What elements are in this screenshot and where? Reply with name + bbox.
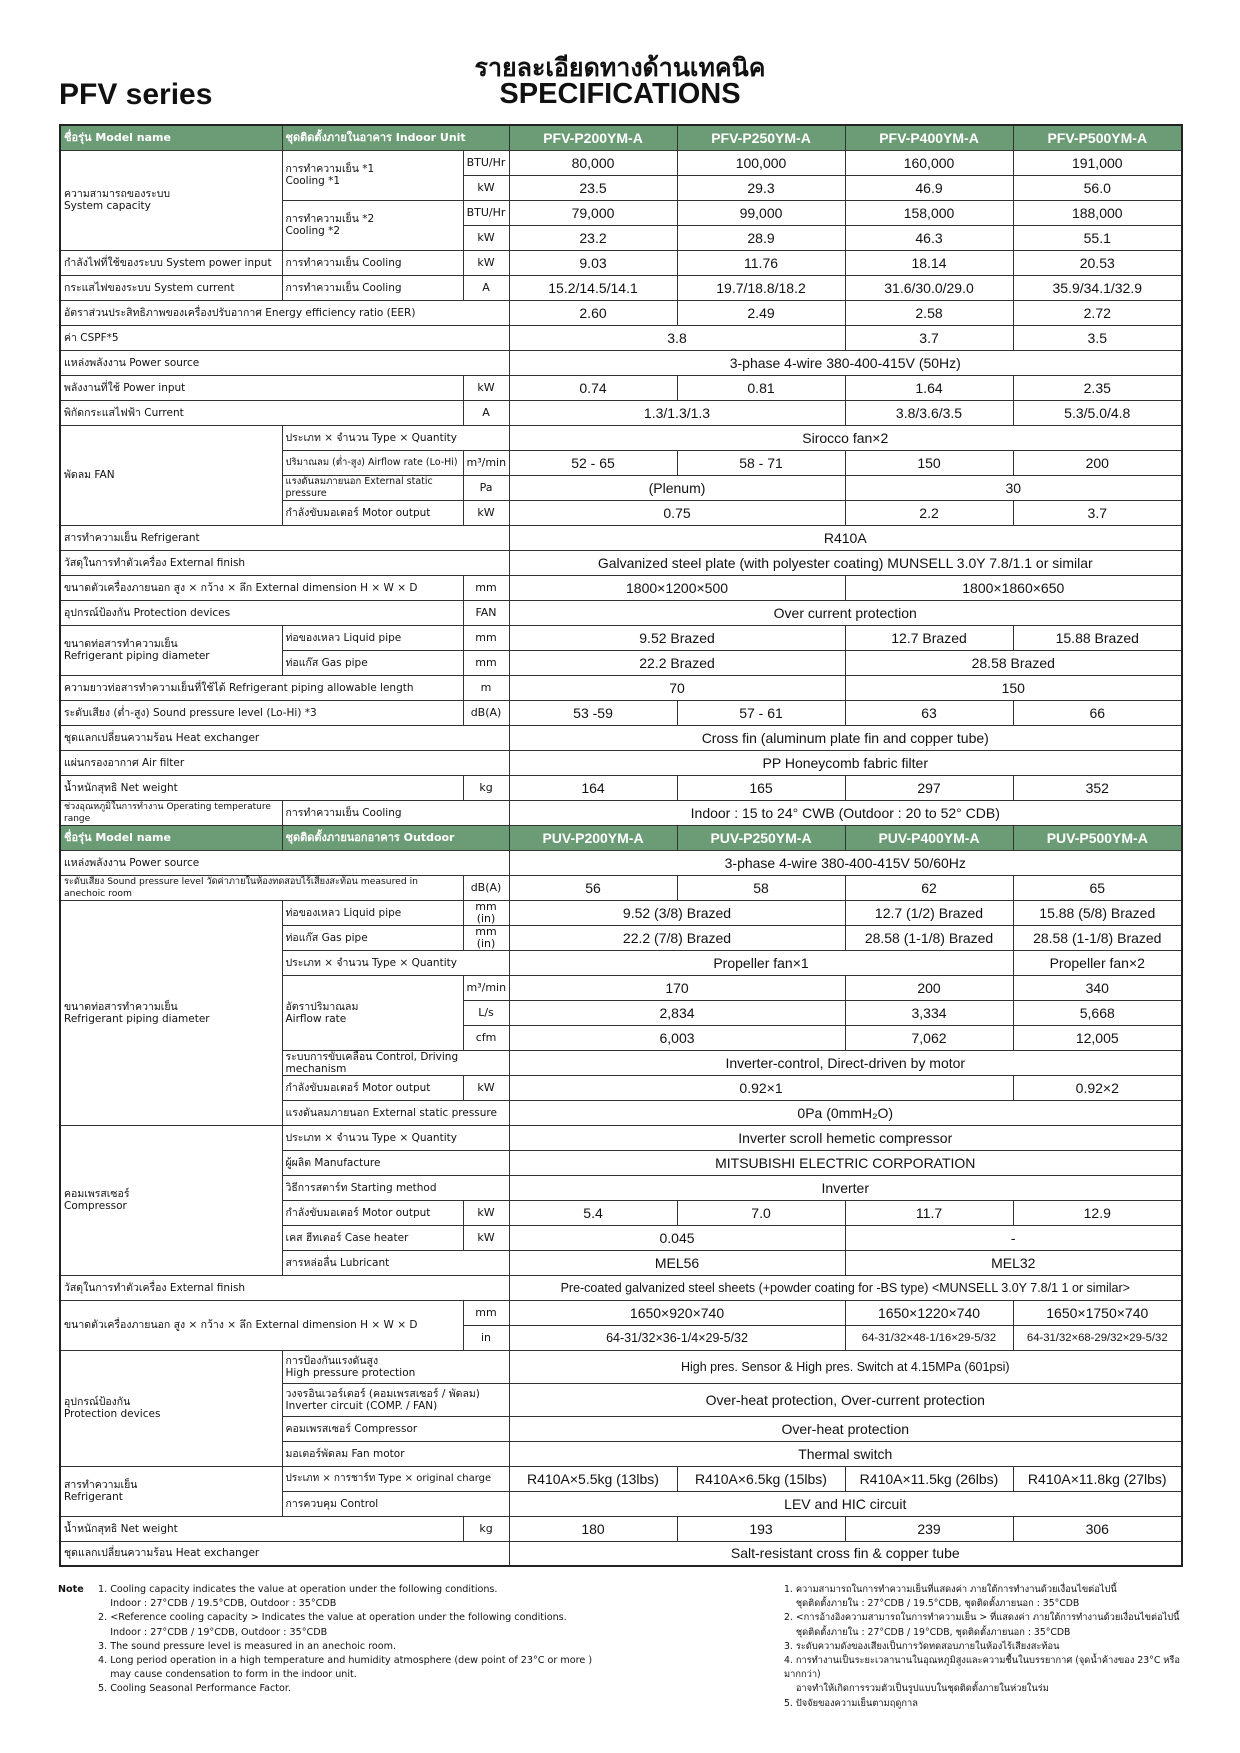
value-cell: 3.7 — [1013, 500, 1182, 525]
value-cell: 46.9 — [845, 175, 1013, 200]
table-row — [60, 400, 1182, 425]
value-cell: 70 — [509, 675, 845, 700]
value-cell: 19.7/18.8/18.2 — [677, 275, 845, 300]
unit-label: A — [463, 275, 509, 300]
lubricant-label: สารหล่อลื่น Lubricant — [282, 1250, 509, 1275]
table-row — [60, 250, 1182, 275]
value-cell: 57 - 61 — [677, 700, 845, 725]
outdoor-model-4: PUV-P500YM-A — [1013, 825, 1182, 850]
outdoor-model-2: PUV-P250YM-A — [677, 825, 845, 850]
liquid-pipe-label: ท่อของเหลว Liquid pipe — [282, 900, 463, 925]
value-cell: 160,000 — [845, 150, 1013, 175]
unit-label: dB(A) — [463, 700, 509, 725]
unit-label: mm — [463, 625, 509, 650]
airflow-label: อัตราปริมาณลม Airflow rate — [282, 975, 463, 1050]
value-cell: MEL56 — [509, 1250, 845, 1275]
value-cell: 3-phase 4-wire 380-400-415V (50Hz) — [509, 350, 1182, 375]
unit-label: Pa — [463, 475, 509, 500]
note-line: 2. <Reference cooling capacity > Indicates the value at operation under the following conditions. — [98, 1612, 567, 1624]
table-row — [60, 900, 1182, 925]
motor-output-label: กำลังขับมอเตอร์ Motor output — [282, 1075, 463, 1100]
table-row — [60, 275, 1182, 300]
value-cell: 12.7 (1/2) Brazed — [845, 900, 1013, 925]
fan-type-label: ประเภท × จำนวน Type × Quantity — [282, 950, 509, 975]
value-cell: 200 — [1013, 450, 1182, 475]
value-cell: Pre-coated galvanized steel sheets (+powder coating for -BS type) <MUNSELL 3.0Y 7.8/1 1 or similar> — [509, 1275, 1182, 1300]
model-name-label: ชื่อรุ่น Model name — [60, 825, 282, 850]
cooling-2-label: การทำความเย็น *2 Cooling *2 — [282, 200, 463, 250]
value-cell: 6,003 — [509, 1025, 845, 1050]
indoor-unit-label: ชุดติดตั้งภายในอาคาร Indoor Unit — [282, 125, 509, 150]
value-cell: 64-31/32×68-29/32×29-5/32 — [1013, 1325, 1182, 1350]
cooling-label: การทำความเย็น Cooling — [282, 800, 509, 825]
value-cell: 306 — [1013, 1516, 1182, 1541]
table-row — [60, 1125, 1182, 1150]
value-cell: Thermal switch — [509, 1441, 1182, 1466]
value-cell: 3.8 — [509, 325, 845, 350]
indoor-model-1: PFV-P200YM-A — [509, 125, 677, 150]
value-cell: 15.2/14.5/14.1 — [509, 275, 677, 300]
value-cell: 352 — [1013, 775, 1182, 800]
value-cell: 0.74 — [509, 375, 677, 400]
model-name-label: ชื่อรุ่น Model name — [60, 125, 282, 150]
unit-label: m³/min — [463, 450, 509, 475]
refrigerant-label: สารทำความเย็น Refrigerant — [60, 525, 509, 550]
value-cell: 58 - 71 — [677, 450, 845, 475]
value-cell: MITSUBISHI ELECTRIC CORPORATION — [509, 1150, 1182, 1175]
table-row — [60, 875, 1182, 900]
value-cell: (Plenum) — [509, 475, 845, 500]
note-line: 2. <การอ้างอิงความสามารถในการทำความเย็น > ที่แสดงค่า ภายใต้การทำงานด้วยเงื่อนไขต่อไปนี้ — [784, 1612, 1180, 1624]
value-cell: 1.3/1.3/1.3 — [509, 400, 845, 425]
cooling-label: การทำความเย็น Cooling — [282, 250, 463, 275]
value-cell: 9.52 (3/8) Brazed — [509, 900, 845, 925]
value-cell: 3,334 — [845, 1000, 1013, 1025]
unit-label: m³/min — [463, 975, 509, 1000]
table-row — [60, 725, 1182, 750]
value-cell: 158,000 — [845, 200, 1013, 225]
value-cell: 2.2 — [845, 500, 1013, 525]
value-cell: 23.2 — [509, 225, 677, 250]
manufacture-label: ผู้ผลิต Manufacture — [282, 1150, 509, 1175]
value-cell: 53 -59 — [509, 700, 677, 725]
value-cell: 165 — [677, 775, 845, 800]
value-cell: 1.64 — [845, 375, 1013, 400]
fan-label: พัดลม FAN — [60, 425, 282, 525]
value-cell: 150 — [845, 450, 1013, 475]
value-cell: 188,000 — [1013, 200, 1182, 225]
cooling-label: การทำความเย็น Cooling — [282, 275, 463, 300]
motor-output-label: กำลังขับมอเตอร์ Motor output — [282, 500, 463, 525]
esp-label: แรงดันลมภายนอก External static pressure — [282, 475, 463, 500]
value-cell: Salt-resistant cross fin & copper tube — [509, 1541, 1182, 1566]
sound-level-label: ระดับเสียง Sound pressure level วัดค่าภายในห้องทดสอบไร้เสียงสะท้อน measured in anechoic room — [60, 875, 463, 900]
table-row — [60, 800, 1182, 825]
value-cell: 0Pa (0mmH₂O) — [509, 1100, 1182, 1125]
sound-level-label: ระดับเสียง (ต่ำ-สูง) Sound pressure level (Lo-Hi) *3 — [60, 700, 463, 725]
value-cell: Indoor : 15 to 24° CWB (Outdoor : 20 to 52° CDB) — [509, 800, 1182, 825]
value-cell: R410A — [509, 525, 1182, 550]
unit-label: kW — [463, 175, 509, 200]
net-weight-label: น้ำหนักสุทธิ Net weight — [60, 775, 463, 800]
eer-label: อัตราส่วนประสิทธิภาพของเครื่องปรับอากาศ Energy efficiency ratio (EER) — [60, 300, 509, 325]
value-cell: 170 — [509, 975, 845, 1000]
table-row — [60, 750, 1182, 775]
table-row — [60, 1516, 1182, 1541]
value-cell: 200 — [845, 975, 1013, 1000]
inverter-circuit-label: วงจรอินเวอร์เตอร์ (คอมเพรสเซอร์ / พัดลม) Inverter circuit (COMP. / FAN) — [282, 1383, 509, 1416]
value-cell: 2.49 — [677, 300, 845, 325]
value-cell: LEV and HIC circuit — [509, 1491, 1182, 1516]
value-cell: 22.2 (7/8) Brazed — [509, 925, 845, 950]
value-cell: PP Honeycomb fabric filter — [509, 750, 1182, 775]
table-row — [60, 1300, 1182, 1325]
value-cell: 100,000 — [677, 150, 845, 175]
value-cell: MEL32 — [845, 1250, 1182, 1275]
value-cell: 164 — [509, 775, 677, 800]
value-cell: 52 - 65 — [509, 450, 677, 475]
external-finish-label: วัสดุในการทำตัวเครื่อง External finish — [60, 1275, 509, 1300]
value-cell: 340 — [1013, 975, 1182, 1000]
value-cell: 66 — [1013, 700, 1182, 725]
note-line: 3. ระดับความดังของเสียงเป็นการวัดทดสอบภายในห้องไร้เสียงสะท้อน — [784, 1640, 1060, 1652]
fan-motor-label: มอเตอร์พัดลม Fan motor — [282, 1441, 509, 1466]
value-cell: 9.03 — [509, 250, 677, 275]
table-row — [60, 325, 1182, 350]
net-weight-label: น้ำหนักสุทธิ Net weight — [60, 1516, 463, 1541]
value-cell: 7.0 — [677, 1200, 845, 1225]
note-line: 4. Long period operation in a high temperature and humidity atmosphere (dew point of 23°C or more ) — [98, 1655, 593, 1667]
value-cell: Over current protection — [509, 600, 1182, 625]
unit-label: mm — [463, 575, 509, 600]
high-pressure-label: การป้องกันแรงดันสูง High pressure protection — [282, 1350, 509, 1383]
value-cell: 11.76 — [677, 250, 845, 275]
value-cell: 28.58 (1-1/8) Brazed — [1013, 925, 1182, 950]
unit-label: mm — [463, 650, 509, 675]
value-cell: R410A×5.5kg (13lbs) — [509, 1466, 677, 1491]
airflow-label: ปริมาณลม (ต่ำ-สูง) Airflow rate (Lo-Hi) — [282, 450, 463, 475]
unit-label: in — [463, 1325, 509, 1350]
cspf-label: ค่า CSPF*5 — [60, 325, 509, 350]
dimension-label: ขนาดตัวเครื่องภายนอก สูง × กว้าง × ลึก External dimension H × W × D — [60, 575, 463, 600]
specifications-table — [59, 124, 1183, 1567]
value-cell: High pres. Sensor & High pres. Switch at 4.15MPa (601psi) — [509, 1350, 1182, 1383]
value-cell: 18.14 — [845, 250, 1013, 275]
value-cell: 3.8/3.6/3.5 — [845, 400, 1013, 425]
unit-label: BTU/Hr — [463, 150, 509, 175]
value-cell: Inverter-control, Direct-driven by motor — [509, 1050, 1182, 1075]
series-title: PFV series — [59, 78, 213, 111]
gas-pipe-label: ท่อแก๊ส Gas pipe — [282, 650, 463, 675]
value-cell: 3.7 — [845, 325, 1013, 350]
unit-label: kW — [463, 1200, 509, 1225]
value-cell: 79,000 — [509, 200, 677, 225]
page-title-thai: รายละเอียดทางด้านเทคนิค — [474, 53, 766, 82]
value-cell: 1650×1220×740 — [845, 1300, 1013, 1325]
value-cell: 20.53 — [1013, 250, 1182, 275]
unit-label: kg — [463, 775, 509, 800]
unit-label: mm — [463, 1300, 509, 1325]
unit-label: kW — [463, 375, 509, 400]
outdoor-header-row — [60, 825, 1182, 850]
unit-label: cfm — [463, 1025, 509, 1050]
operating-temp-label: ช่วงอุณหภูมิในการทำงาน Operating temperature range — [60, 800, 282, 825]
value-cell: 63 — [845, 700, 1013, 725]
motor-output-label: กำลังขับมอเตอร์ Motor output — [282, 1200, 463, 1225]
case-heater-label: เคส ฮีทเตอร์ Case heater — [282, 1225, 463, 1250]
power-input-label: พลังงานที่ใช้ Power input — [60, 375, 463, 400]
value-cell: 46.3 — [845, 225, 1013, 250]
system-capacity-label: ความสามารถของระบบ System capacity — [60, 150, 282, 250]
value-cell: 5.4 — [509, 1200, 677, 1225]
note-line: Indoor : 27°CDB / 19°CDB, Outdoor : 35°CDB — [98, 1626, 328, 1638]
protection-label: อุปกรณ์ป้องกัน Protection devices — [60, 600, 463, 625]
note-line: 1. ความสามารถในการทำความเย็นที่แสดงค่า ภายใต้การทำงานด้วยเงื่อนไขต่อไปนี้ — [784, 1584, 1117, 1595]
value-cell: R410A×11.8kg (27lbs) — [1013, 1466, 1182, 1491]
value-cell: Propeller fan×1 — [509, 950, 1013, 975]
unit-label: kW — [463, 1075, 509, 1100]
value-cell: 56 — [509, 875, 677, 900]
value-cell: Cross fin (aluminum plate fin and copper tube) — [509, 725, 1182, 750]
heat-exchanger-label: ชุดแลกเปลี่ยนความร้อน Heat exchanger — [60, 725, 509, 750]
value-cell: 193 — [677, 1516, 845, 1541]
compressor-type-label: ประเภท × จำนวน Type × Quantity — [282, 1125, 509, 1150]
value-cell: 1800×1860×650 — [845, 575, 1182, 600]
value-cell: 1650×920×740 — [509, 1300, 845, 1325]
value-cell: 62 — [845, 875, 1013, 900]
note-line: may cause condensation to form in the indoor unit. — [98, 1669, 357, 1681]
value-cell: 28.58 Brazed — [845, 650, 1182, 675]
note-line: ชุดติดตั้งภายใน : 27°CDB / 19°CDB, ชุดติดตั้งภายนอก : 35°CDB — [784, 1626, 1071, 1638]
value-cell: 3.5 — [1013, 325, 1182, 350]
power-source-label: แหล่งพลังงาน Power source — [60, 850, 509, 875]
table-row — [60, 300, 1182, 325]
value-cell: 5,668 — [1013, 1000, 1182, 1025]
table-row — [60, 550, 1182, 575]
refrigerant-type-label: ประเภท × การชาร์ท Type × original charge — [282, 1466, 509, 1491]
piping-label: ขนาดท่อสารทำความเย็น Refrigerant piping diameter — [60, 625, 282, 675]
value-cell: 2.58 — [845, 300, 1013, 325]
value-cell: 30 — [845, 475, 1182, 500]
value-cell: 35.9/34.1/32.9 — [1013, 275, 1182, 300]
value-cell: 5.3/5.0/4.8 — [1013, 400, 1182, 425]
unit-label: kg — [463, 1516, 509, 1541]
value-cell: 2.35 — [1013, 375, 1182, 400]
current-label: พิกัดกระแสไฟฟ้า Current — [60, 400, 463, 425]
notes-english — [58, 1583, 618, 1697]
note-line: 4. การทำงานเป็นระยะเวลานานในอุณหภูมิสูงและความชื้นในบรรยากาศ (จุดน้ำค้างของ 23°C หรือมากกว่า) — [784, 1655, 1180, 1681]
piping-label: ขนาดท่อสารทำความเย็น Refrigerant piping diameter — [60, 900, 282, 1125]
value-cell: Over-heat protection — [509, 1416, 1182, 1441]
value-cell: 15.88 Brazed — [1013, 625, 1182, 650]
value-cell: 12.9 — [1013, 1200, 1182, 1225]
starting-method-label: วิธีการสตาร์ท Starting method — [282, 1175, 509, 1200]
value-cell: 297 — [845, 775, 1013, 800]
note-line: อาจทำให้เกิดการรวมตัวเป็นรูปแบบในชุดติดตั้งภายในห่วยในร่ม — [784, 1683, 1049, 1695]
unit-label: A — [463, 400, 509, 425]
value-cell: 12.7 Brazed — [845, 625, 1013, 650]
system-current-label: กระแสไฟของระบบ System current — [60, 275, 282, 300]
compressor-label: คอมเพรสเซอร์ Compressor — [60, 1125, 282, 1275]
value-cell: 1650×1750×740 — [1013, 1300, 1182, 1325]
value-cell: 12,005 — [1013, 1025, 1182, 1050]
table-row — [60, 350, 1182, 375]
value-cell: 2.60 — [509, 300, 677, 325]
table-row — [60, 575, 1182, 600]
unit-label: dB(A) — [463, 875, 509, 900]
value-cell: 1800×1200×500 — [509, 575, 845, 600]
unit-label: kW — [463, 500, 509, 525]
outdoor-model-1: PUV-P200YM-A — [509, 825, 677, 850]
value-cell: R410A×6.5kg (15lbs) — [677, 1466, 845, 1491]
value-cell: 0.75 — [509, 500, 845, 525]
table-row — [60, 425, 1182, 450]
table-row — [60, 700, 1182, 725]
compressor-protection-label: คอมเพรสเซอร์ Compressor — [282, 1416, 509, 1441]
value-cell: - — [845, 1225, 1182, 1250]
value-cell: 65 — [1013, 875, 1182, 900]
value-cell: R410A×11.5kg (26lbs) — [845, 1466, 1013, 1491]
indoor-model-3: PFV-P400YM-A — [845, 125, 1013, 150]
notes-thai — [784, 1583, 1204, 1711]
value-cell: 29.3 — [677, 175, 845, 200]
value-cell: 0.81 — [677, 375, 845, 400]
heat-exchanger-label: ชุดแลกเปลี่ยนความร้อน Heat exchanger — [60, 1541, 509, 1566]
unit-label: m — [463, 675, 509, 700]
value-cell: Inverter scroll hemetic compressor — [509, 1125, 1182, 1150]
table-row — [60, 1275, 1182, 1300]
unit-label: kW — [463, 250, 509, 275]
table-row — [60, 375, 1182, 400]
note-line: 1. Cooling capacity indicates the value at operation under the following conditions. — [98, 1584, 498, 1595]
value-cell: 55.1 — [1013, 225, 1182, 250]
value-cell: 80,000 — [509, 150, 677, 175]
value-cell: 2,834 — [509, 1000, 845, 1025]
note-list — [98, 1583, 608, 1697]
unit-label: L/s — [463, 1000, 509, 1025]
table-row — [60, 675, 1182, 700]
unit-label: kW — [463, 225, 509, 250]
value-cell: 28.9 — [677, 225, 845, 250]
table-row — [60, 1466, 1182, 1491]
value-cell: 191,000 — [1013, 150, 1182, 175]
table-row — [60, 525, 1182, 550]
esp-label: แรงดันลมภายนอก External static pressure — [282, 1100, 509, 1125]
cooling-1-label: การทำความเย็น *1 Cooling *1 — [282, 150, 463, 200]
value-cell: 99,000 — [677, 200, 845, 225]
liquid-pipe-label: ท่อของเหลว Liquid pipe — [282, 625, 463, 650]
value-cell: 0.045 — [509, 1225, 845, 1250]
table-row — [60, 1541, 1182, 1566]
control-label: การควบคุม Control — [282, 1491, 509, 1516]
value-cell: 23.5 — [509, 175, 677, 200]
page-title: SPECIFICATIONS — [499, 78, 741, 110]
value-cell: Sirocco fan×2 — [509, 425, 1182, 450]
value-cell: 3-phase 4-wire 380-400-415V 50/60Hz — [509, 850, 1182, 875]
outdoor-model-3: PUV-P400YM-A — [845, 825, 1013, 850]
value-cell: 58 — [677, 875, 845, 900]
value-cell: 0.92×1 — [509, 1075, 1013, 1100]
fan-type-label: ประเภท × จำนวน Type × Quantity — [282, 425, 509, 450]
control-label: ระบบการขับเคลื่อน Control, Driving mechanism — [282, 1050, 509, 1075]
power-source-label: แหล่งพลังงาน Power source — [60, 350, 509, 375]
note-line: ชุดติดตั้งภายใน : 27°CDB / 19.5°CDB, ชุดติดตั้งภายนอก : 35°CDB — [784, 1598, 1080, 1610]
value-cell: Propeller fan×2 — [1013, 950, 1182, 975]
unit-label: mm (in) — [463, 925, 509, 950]
value-cell: 64-31/32×36-1/4×29-5/32 — [509, 1325, 845, 1350]
value-cell: Galvanized steel plate (with polyester coating) MUNSELL 3.0Y 7.8/1.1 or similar — [509, 550, 1182, 575]
value-cell: 31.6/30.0/29.0 — [845, 275, 1013, 300]
value-cell: 64-31/32×48-1/16×29-5/32 — [845, 1325, 1013, 1350]
table-row — [60, 1350, 1182, 1383]
value-cell: 150 — [845, 675, 1182, 700]
note-line: 3. The sound pressure level is measured in an anechoic room. — [98, 1640, 397, 1652]
indoor-model-4: PFV-P500YM-A — [1013, 125, 1182, 150]
outdoor-unit-label: ชุดติดตั้งภายนอกอาคาร Outdoor — [282, 825, 509, 850]
value-cell: 180 — [509, 1516, 677, 1541]
value-cell: Inverter — [509, 1175, 1182, 1200]
table-row — [60, 850, 1182, 875]
value-cell: 2.72 — [1013, 300, 1182, 325]
piping-length-label: ความยาวท่อสารทำความเย็นที่ใช้ได้ Refrigerant piping allowable length — [60, 675, 463, 700]
table-row — [60, 775, 1182, 800]
unit-label: mm (in) — [463, 900, 509, 925]
dimension-label: ขนาดตัวเครื่องภายนอก สูง × กว้าง × ลึก External dimension H × W × D — [60, 1300, 463, 1350]
table-row — [60, 150, 1182, 175]
note-label: Note — [58, 1584, 84, 1595]
value-cell: Over-heat protection, Over-current protection — [509, 1383, 1182, 1416]
note-line: 5. Cooling Seasonal Performance Factor. — [98, 1683, 291, 1695]
value-cell: 28.58 (1-1/8) Brazed — [845, 925, 1013, 950]
indoor-model-2: PFV-P250YM-A — [677, 125, 845, 150]
protection-label: อุปกรณ์ป้องกัน Protection devices — [60, 1350, 282, 1466]
external-finish-label: วัสดุในการทำตัวเครื่อง External finish — [60, 550, 509, 575]
value-cell: 56.0 — [1013, 175, 1182, 200]
refrigerant-label: สารทำความเย็น Refrigerant — [60, 1466, 282, 1516]
air-filter-label: แผ่นกรองอากาศ Air filter — [60, 750, 509, 775]
table-row — [60, 600, 1182, 625]
unit-label: BTU/Hr — [463, 200, 509, 225]
value-cell: 15.88 (5/8) Brazed — [1013, 900, 1182, 925]
value-cell: 239 — [845, 1516, 1013, 1541]
table-row — [60, 625, 1182, 650]
note-line: 5. ปัจจัยของความเย็นตามฤดูกาล — [784, 1697, 918, 1709]
power-input-label: กำลังไฟที่ใช้ของระบบ System power input — [60, 250, 282, 275]
indoor-header-row — [60, 125, 1182, 150]
value-cell: 11.7 — [845, 1200, 1013, 1225]
value-cell: 7,062 — [845, 1025, 1013, 1050]
value-cell: 9.52 Brazed — [509, 625, 845, 650]
unit-label: FAN — [463, 600, 509, 625]
value-cell: 22.2 Brazed — [509, 650, 845, 675]
gas-pipe-label: ท่อแก๊ส Gas pipe — [282, 925, 463, 950]
value-cell: 0.92×2 — [1013, 1075, 1182, 1100]
unit-label: kW — [463, 1225, 509, 1250]
note-line: Indoor : 27°CDB / 19.5°CDB, Outdoor : 35°CDB — [98, 1598, 337, 1610]
